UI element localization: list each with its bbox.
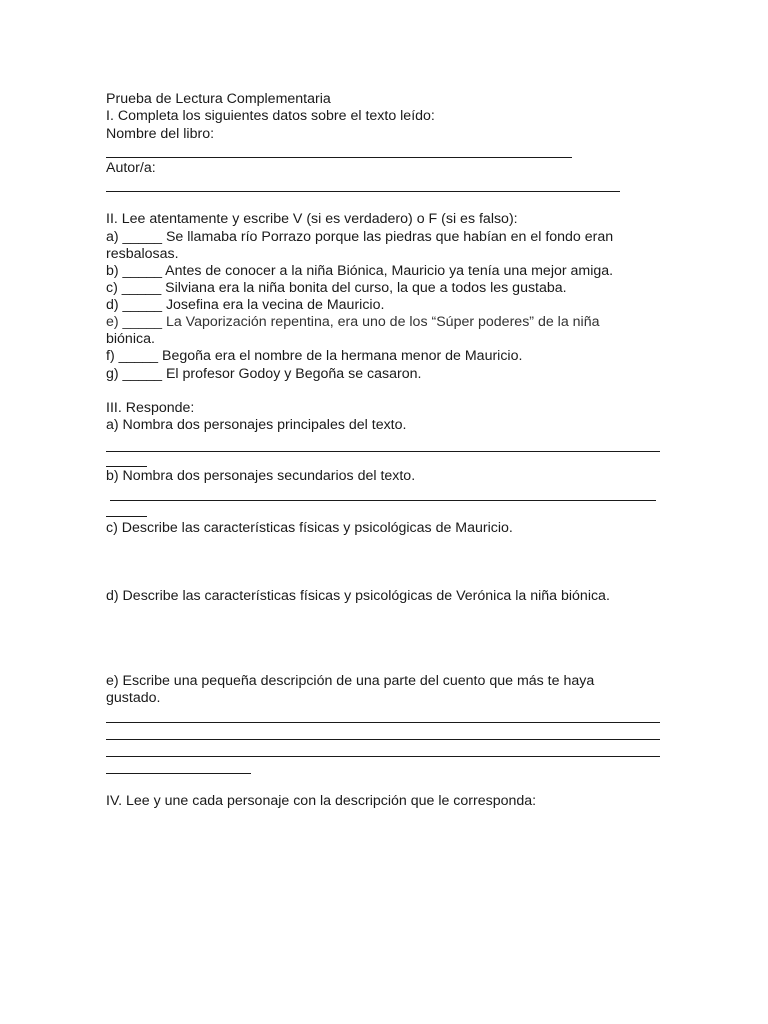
question-a-answer-line-2[interactable] (106, 466, 147, 467)
book-name-label: Nombre del libro: (106, 126, 215, 142)
section3-heading: III. Responde: (106, 400, 195, 416)
question-b-answer-line[interactable] (110, 500, 656, 501)
question-e-answer-line-2[interactable] (106, 739, 660, 740)
question-a-answer-line[interactable] (106, 451, 660, 452)
tf-item-c: c) _____ Silviana era la niña bonita del curso, la que a todos les gustaba. (106, 280, 567, 296)
question-e-answer-line-3[interactable] (106, 756, 660, 757)
section4-heading: IV. Lee y une cada personaje con la descripción que le corresponda: (106, 793, 537, 809)
tf-item-a: a) _____ Se llamaba río Porrazo porque las piedras que habían en el fondo eran (106, 229, 614, 245)
question-c: c) Describe las características físicas y psicológicas de Mauricio. (106, 520, 513, 536)
tf-item-b: b) _____ Antes de conocer a la niña Biónica, Mauricio ya tenía una mejor amiga. (106, 263, 614, 279)
book-name-answer-line[interactable] (106, 157, 572, 158)
question-a: a) Nombra dos personajes principales del texto. (106, 417, 407, 433)
tf-item-a-cont: resbalosas. (106, 246, 179, 262)
question-b: b) Nombra dos personajes secundarios del texto. (106, 468, 416, 484)
question-e-answer-line-4[interactable] (106, 773, 251, 774)
tf-item-g: g) _____ El profesor Godoy y Begoña se casaron. (106, 366, 422, 382)
question-e-cont: gustado. (106, 690, 161, 706)
author-answer-line[interactable] (106, 191, 620, 192)
question-b-answer-line-2[interactable] (106, 516, 147, 517)
document-title: Prueba de Lectura Complementaria (106, 91, 331, 107)
question-e-answer-line-1[interactable] (106, 722, 660, 723)
tf-item-f: f) _____ Begoña era el nombre de la hermana menor de Mauricio. (106, 348, 523, 364)
section1-heading: I. Completa los siguientes datos sobre el texto leído: (106, 108, 435, 124)
author-label: Autor/a: (106, 160, 156, 176)
question-d: d) Describe las características físicas y psicológicas de Verónica la niña biónica. (106, 588, 610, 604)
tf-item-e-cont: biónica. (106, 331, 155, 347)
tf-item-d: d) _____ Josefina era la vecina de Mauricio. (106, 297, 385, 313)
section2-heading: II. Lee atentamente y escribe V (si es verdadero) o F (si es falso): (106, 211, 518, 227)
tf-item-e: e) _____ La Vaporización repentina, era uno de los “Súper poderes” de la niña (106, 314, 600, 330)
question-e: e) Escribe una pequeña descripción de una parte del cuento que más te haya (106, 673, 595, 689)
